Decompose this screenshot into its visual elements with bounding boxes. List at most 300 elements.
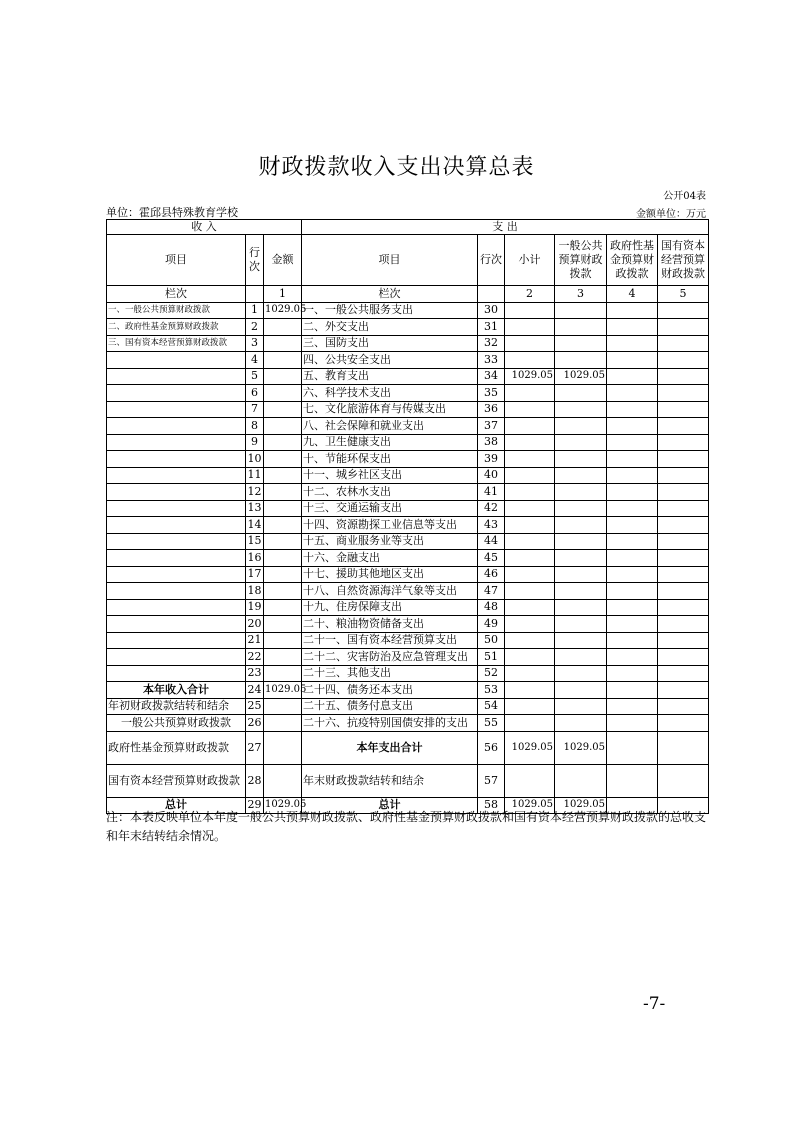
expense-gov-fund <box>607 665 658 682</box>
expense-row-no: 58 <box>478 797 505 814</box>
table-row <box>107 682 709 699</box>
expense-state-capital <box>658 665 709 682</box>
income-row-no: 26 <box>246 715 264 732</box>
expense-general-budget <box>555 352 607 369</box>
income-item <box>107 500 246 517</box>
expense-row-no: 47 <box>478 583 505 600</box>
income-row-no: 6 <box>246 385 264 402</box>
expense-state-capital <box>658 715 709 732</box>
expense-general-budget <box>555 550 607 567</box>
expense-gov-fund <box>607 368 658 385</box>
expense-subtotal: 1029.05 <box>505 731 555 764</box>
expense-gov-fund <box>607 385 658 402</box>
expense-row-no: 45 <box>478 550 505 567</box>
table-row <box>107 401 709 418</box>
income-amount <box>264 467 302 484</box>
expense-general-budget <box>555 467 607 484</box>
expense-state-capital <box>658 764 709 797</box>
expense-section-header: 支 出 <box>302 220 709 235</box>
expense-general-budget <box>555 764 607 797</box>
expense-state-capital <box>658 566 709 583</box>
expense-row-no: 50 <box>478 632 505 649</box>
table-row <box>107 698 709 715</box>
col-num-1: 1 <box>264 286 302 303</box>
table-row <box>107 319 709 336</box>
expense-gov-fund <box>607 352 658 369</box>
income-item <box>107 649 246 666</box>
expense-row-no: 36 <box>478 401 505 418</box>
income-row-no: 24 <box>246 682 264 699</box>
expense-state-capital <box>658 368 709 385</box>
expense-state-capital <box>658 599 709 616</box>
table-row <box>107 335 709 352</box>
income-row-no: 17 <box>246 566 264 583</box>
income-item <box>107 566 246 583</box>
expense-general-budget: 1029.05 <box>555 731 607 764</box>
page-number: -7- <box>643 994 666 1014</box>
expense-general-budget <box>555 434 607 451</box>
expense-row-no: 30 <box>478 302 505 319</box>
header-general-budget: 一般公共预算财政拨款 <box>555 235 607 286</box>
table-row <box>107 566 709 583</box>
income-amount <box>264 434 302 451</box>
expense-state-capital <box>658 418 709 435</box>
expense-row-no: 51 <box>478 649 505 666</box>
header-subtotal: 小计 <box>505 235 555 286</box>
expense-state-capital <box>658 484 709 501</box>
income-row-no: 13 <box>246 500 264 517</box>
expense-item: 本年支出合计 <box>302 731 478 764</box>
expense-general-budget <box>555 616 607 633</box>
expense-state-capital <box>658 682 709 699</box>
expense-subtotal <box>505 649 555 666</box>
income-row-no: 5 <box>246 368 264 385</box>
income-item: 二、政府性基金预算财政拨款 <box>107 319 246 336</box>
income-amount <box>264 500 302 517</box>
table-row <box>107 764 709 797</box>
table-row <box>107 484 709 501</box>
table-row <box>107 550 709 567</box>
income-item: 总计 <box>107 797 246 814</box>
table-row <box>107 632 709 649</box>
expense-item: 十九、住房保障支出 <box>302 599 478 616</box>
col-num-5: 5 <box>658 286 709 303</box>
income-row-no: 11 <box>246 467 264 484</box>
expense-state-capital <box>658 731 709 764</box>
expense-subtotal <box>505 599 555 616</box>
expense-subtotal <box>505 335 555 352</box>
income-amount <box>264 616 302 633</box>
expense-state-capital <box>658 698 709 715</box>
expense-item: 十八、自然资源海洋气象等支出 <box>302 583 478 600</box>
header-amount: 金额 <box>264 235 302 286</box>
income-row-no: 19 <box>246 599 264 616</box>
table-row <box>107 467 709 484</box>
col-num-2: 2 <box>505 286 555 303</box>
expense-general-budget <box>555 451 607 468</box>
expense-item: 二十六、抗疫特别国债安排的支出 <box>302 715 478 732</box>
expense-item: 二、外交支出 <box>302 319 478 336</box>
expense-general-budget <box>555 533 607 550</box>
expense-state-capital <box>658 632 709 649</box>
income-row-no: 18 <box>246 583 264 600</box>
expense-subtotal <box>505 616 555 633</box>
expense-item: 三、国防支出 <box>302 335 478 352</box>
expense-row-no: 40 <box>478 467 505 484</box>
table-row <box>107 434 709 451</box>
expense-row-no: 55 <box>478 715 505 732</box>
col-num-label-expense: 栏次 <box>302 286 478 303</box>
expense-subtotal <box>505 566 555 583</box>
expense-item: 十二、农林水支出 <box>302 484 478 501</box>
expense-gov-fund <box>607 682 658 699</box>
expense-state-capital <box>658 352 709 369</box>
expense-item: 十、节能环保支出 <box>302 451 478 468</box>
expense-subtotal <box>505 484 555 501</box>
expense-item: 十五、商业服务业等支出 <box>302 533 478 550</box>
table-row <box>107 583 709 600</box>
expense-row-no: 37 <box>478 418 505 435</box>
expense-row-no: 33 <box>478 352 505 369</box>
income-amount <box>264 764 302 797</box>
expense-item: 年末财政拨款结转和结余 <box>302 764 478 797</box>
expense-state-capital <box>658 319 709 336</box>
table-row <box>107 451 709 468</box>
expense-row-no: 34 <box>478 368 505 385</box>
expense-general-budget <box>555 319 607 336</box>
header-gov-fund: 政府性基金预算财政拨款 <box>607 235 658 286</box>
amount-unit-label: 金额单位：万元 <box>636 209 706 220</box>
expense-subtotal <box>505 319 555 336</box>
income-item <box>107 533 246 550</box>
income-item <box>107 599 246 616</box>
income-item <box>107 665 246 682</box>
expense-item: 十三、交通运输支出 <box>302 500 478 517</box>
expense-item: 四、公共安全支出 <box>302 352 478 369</box>
income-item <box>107 467 246 484</box>
expense-state-capital <box>658 616 709 633</box>
expense-item: 二十三、其他支出 <box>302 665 478 682</box>
table-row <box>107 616 709 633</box>
expense-row-no: 31 <box>478 319 505 336</box>
income-amount <box>264 566 302 583</box>
expense-gov-fund <box>607 649 658 666</box>
budget-summary-table <box>106 219 709 814</box>
table-row <box>107 517 709 534</box>
expense-gov-fund <box>607 302 658 319</box>
header-row-no: 行次 <box>246 235 264 286</box>
expense-item: 总计 <box>302 797 478 814</box>
income-item: 年初财政拨款结转和结余 <box>107 698 246 715</box>
expense-row-no: 35 <box>478 385 505 402</box>
expense-gov-fund <box>607 616 658 633</box>
expense-gov-fund <box>607 319 658 336</box>
expense-general-budget: 1029.05 <box>555 797 607 814</box>
income-item <box>107 550 246 567</box>
expense-subtotal: 1029.05 <box>505 368 555 385</box>
income-item <box>107 583 246 600</box>
income-item <box>107 418 246 435</box>
income-amount <box>264 550 302 567</box>
expense-subtotal <box>505 632 555 649</box>
expense-state-capital <box>658 517 709 534</box>
income-item: 一般公共预算财政拨款 <box>107 715 246 732</box>
expense-item: 十六、金融支出 <box>302 550 478 567</box>
income-row-no: 16 <box>246 550 264 567</box>
expense-row-no: 44 <box>478 533 505 550</box>
expense-gov-fund <box>607 715 658 732</box>
table-row <box>107 665 709 682</box>
expense-gov-fund <box>607 731 658 764</box>
expense-gov-fund <box>607 434 658 451</box>
income-row-no: 8 <box>246 418 264 435</box>
expense-gov-fund <box>607 401 658 418</box>
expense-subtotal <box>505 385 555 402</box>
expense-gov-fund <box>607 632 658 649</box>
income-row-no: 12 <box>246 484 264 501</box>
income-row-no: 27 <box>246 731 264 764</box>
income-row-no: 7 <box>246 401 264 418</box>
income-amount <box>264 731 302 764</box>
income-row-no: 28 <box>246 764 264 797</box>
expense-state-capital <box>658 500 709 517</box>
header-item-expense: 项目 <box>302 235 478 286</box>
expense-subtotal <box>505 550 555 567</box>
expense-general-budget <box>555 500 607 517</box>
income-amount <box>264 451 302 468</box>
expense-row-no: 53 <box>478 682 505 699</box>
expense-state-capital <box>658 302 709 319</box>
income-amount <box>264 517 302 534</box>
income-amount <box>264 715 302 732</box>
expense-subtotal <box>505 533 555 550</box>
expense-state-capital <box>658 467 709 484</box>
expense-row-no: 32 <box>478 335 505 352</box>
expense-item: 十七、援助其他地区支出 <box>302 566 478 583</box>
income-amount <box>264 583 302 600</box>
expense-item: 五、教育支出 <box>302 368 478 385</box>
expense-state-capital <box>658 335 709 352</box>
col-num-label: 栏次 <box>107 286 246 303</box>
income-row-no: 20 <box>246 616 264 633</box>
table-row <box>107 731 709 764</box>
expense-general-budget: 1029.05 <box>555 368 607 385</box>
expense-item: 二十一、国有资本经营预算支出 <box>302 632 478 649</box>
expense-item: 二十五、债务付息支出 <box>302 698 478 715</box>
expense-subtotal <box>505 418 555 435</box>
expense-item: 七、文化旅游体育与传媒支出 <box>302 401 478 418</box>
expense-row-no: 39 <box>478 451 505 468</box>
expense-general-budget <box>555 418 607 435</box>
income-row-no: 9 <box>246 434 264 451</box>
expense-subtotal: 1029.05 <box>505 797 555 814</box>
table-row <box>107 385 709 402</box>
expense-general-budget <box>555 682 607 699</box>
expense-subtotal <box>505 302 555 319</box>
income-item <box>107 368 246 385</box>
expense-gov-fund <box>607 599 658 616</box>
expense-state-capital <box>658 434 709 451</box>
expense-state-capital <box>658 533 709 550</box>
expense-general-budget <box>555 583 607 600</box>
income-amount <box>264 385 302 402</box>
expense-gov-fund <box>607 764 658 797</box>
expense-row-no: 52 <box>478 665 505 682</box>
expense-gov-fund <box>607 467 658 484</box>
expense-row-no: 43 <box>478 517 505 534</box>
income-amount <box>264 418 302 435</box>
expense-subtotal <box>505 434 555 451</box>
income-amount <box>264 599 302 616</box>
income-amount <box>264 401 302 418</box>
expense-general-budget <box>555 484 607 501</box>
income-amount: 1029.05 <box>264 682 302 699</box>
expense-general-budget <box>555 599 607 616</box>
expense-item: 二十四、债务还本支出 <box>302 682 478 699</box>
expense-subtotal <box>505 500 555 517</box>
expense-row-no: 56 <box>478 731 505 764</box>
expense-row-no: 46 <box>478 566 505 583</box>
expense-subtotal <box>505 451 555 468</box>
expense-general-budget <box>555 715 607 732</box>
expense-state-capital <box>658 385 709 402</box>
income-item <box>107 401 246 418</box>
expense-row-no: 54 <box>478 698 505 715</box>
income-amount <box>264 632 302 649</box>
income-item: 三、国有资本经营预算财政拨款 <box>107 335 246 352</box>
page-title: 财政拨款收入支出决算总表 <box>258 155 535 180</box>
expense-item: 八、社会保障和就业支出 <box>302 418 478 435</box>
expense-general-budget <box>555 632 607 649</box>
table-row <box>107 368 709 385</box>
income-item: 本年收入合计 <box>107 682 246 699</box>
expense-state-capital <box>658 550 709 567</box>
expense-row-no: 48 <box>478 599 505 616</box>
income-item <box>107 451 246 468</box>
income-row-no: 10 <box>246 451 264 468</box>
expense-general-budget <box>555 385 607 402</box>
header-item: 项目 <box>107 235 246 286</box>
expense-general-budget <box>555 517 607 534</box>
income-row-no: 15 <box>246 533 264 550</box>
expense-gov-fund <box>607 566 658 583</box>
expense-gov-fund <box>607 517 658 534</box>
expense-item: 九、卫生健康支出 <box>302 434 478 451</box>
income-row-no: 25 <box>246 698 264 715</box>
table-row <box>107 418 709 435</box>
income-amount <box>264 335 302 352</box>
expense-state-capital <box>658 583 709 600</box>
expense-item: 六、科学技术支出 <box>302 385 478 402</box>
income-item <box>107 352 246 369</box>
expense-gov-fund <box>607 335 658 352</box>
expense-general-budget <box>555 335 607 352</box>
expense-gov-fund <box>607 418 658 435</box>
income-item <box>107 434 246 451</box>
expense-general-budget <box>555 401 607 418</box>
expense-general-budget <box>555 665 607 682</box>
expense-row-no: 57 <box>478 764 505 797</box>
table-row <box>107 649 709 666</box>
expense-row-no: 42 <box>478 500 505 517</box>
expense-subtotal <box>505 583 555 600</box>
expense-subtotal <box>505 698 555 715</box>
income-item <box>107 517 246 534</box>
table-row <box>107 599 709 616</box>
income-amount <box>264 352 302 369</box>
income-item: 政府性基金预算财政拨款 <box>107 731 246 764</box>
income-row-no: 22 <box>246 649 264 666</box>
expense-row-no: 41 <box>478 484 505 501</box>
income-item: 一、一般公共预算财政拨款 <box>107 302 246 319</box>
income-amount <box>264 533 302 550</box>
income-amount <box>264 665 302 682</box>
income-amount: 1029.05 <box>264 302 302 319</box>
income-item <box>107 484 246 501</box>
expense-subtotal <box>505 715 555 732</box>
footnote: 注：本表反映单位本年度一般公共预算财政拨款、政府性基金预算财政拨款和国有资本经营预算财政拨款的总收支和年末结转结余情况。 <box>106 810 707 843</box>
expense-item: 二十、粮油物资储备支出 <box>302 616 478 633</box>
expense-gov-fund <box>607 500 658 517</box>
expense-gov-fund <box>607 451 658 468</box>
income-item <box>107 632 246 649</box>
expense-state-capital <box>658 451 709 468</box>
expense-row-no: 38 <box>478 434 505 451</box>
income-item: 国有资本经营预算财政拨款 <box>107 764 246 797</box>
expense-general-budget <box>555 698 607 715</box>
income-section-header: 收 入 <box>107 220 302 235</box>
table-row <box>107 715 709 732</box>
table-row <box>107 500 709 517</box>
income-row-no: 14 <box>246 517 264 534</box>
income-amount <box>264 319 302 336</box>
income-amount: 1029.05 <box>264 797 302 814</box>
expense-item: 一、一般公共服务支出 <box>302 302 478 319</box>
income-item <box>107 616 246 633</box>
expense-subtotal <box>505 352 555 369</box>
income-row-no: 23 <box>246 665 264 682</box>
expense-general-budget <box>555 649 607 666</box>
income-row-no: 2 <box>246 319 264 336</box>
col-num-4: 4 <box>607 286 658 303</box>
income-row-no: 1 <box>246 302 264 319</box>
table-row <box>107 302 709 319</box>
table-row <box>107 352 709 369</box>
income-amount <box>264 698 302 715</box>
table-row <box>107 533 709 550</box>
col-num-3: 3 <box>555 286 607 303</box>
income-item <box>107 385 246 402</box>
income-amount <box>264 484 302 501</box>
income-row-no: 3 <box>246 335 264 352</box>
expense-row-no: 49 <box>478 616 505 633</box>
expense-subtotal <box>505 665 555 682</box>
expense-general-budget <box>555 302 607 319</box>
header-state-capital: 国有资本经营预算财政拨款 <box>658 235 709 286</box>
expense-general-budget <box>555 566 607 583</box>
income-amount <box>264 649 302 666</box>
expense-item: 十四、资源勘探工业信息等支出 <box>302 517 478 534</box>
expense-gov-fund <box>607 698 658 715</box>
income-row-no: 21 <box>246 632 264 649</box>
expense-item: 十一、城乡社区支出 <box>302 467 478 484</box>
expense-subtotal <box>505 517 555 534</box>
expense-gov-fund <box>607 484 658 501</box>
income-row-no: 29 <box>246 797 264 814</box>
income-row-no: 4 <box>246 352 264 369</box>
expense-gov-fund <box>607 583 658 600</box>
income-amount <box>264 368 302 385</box>
